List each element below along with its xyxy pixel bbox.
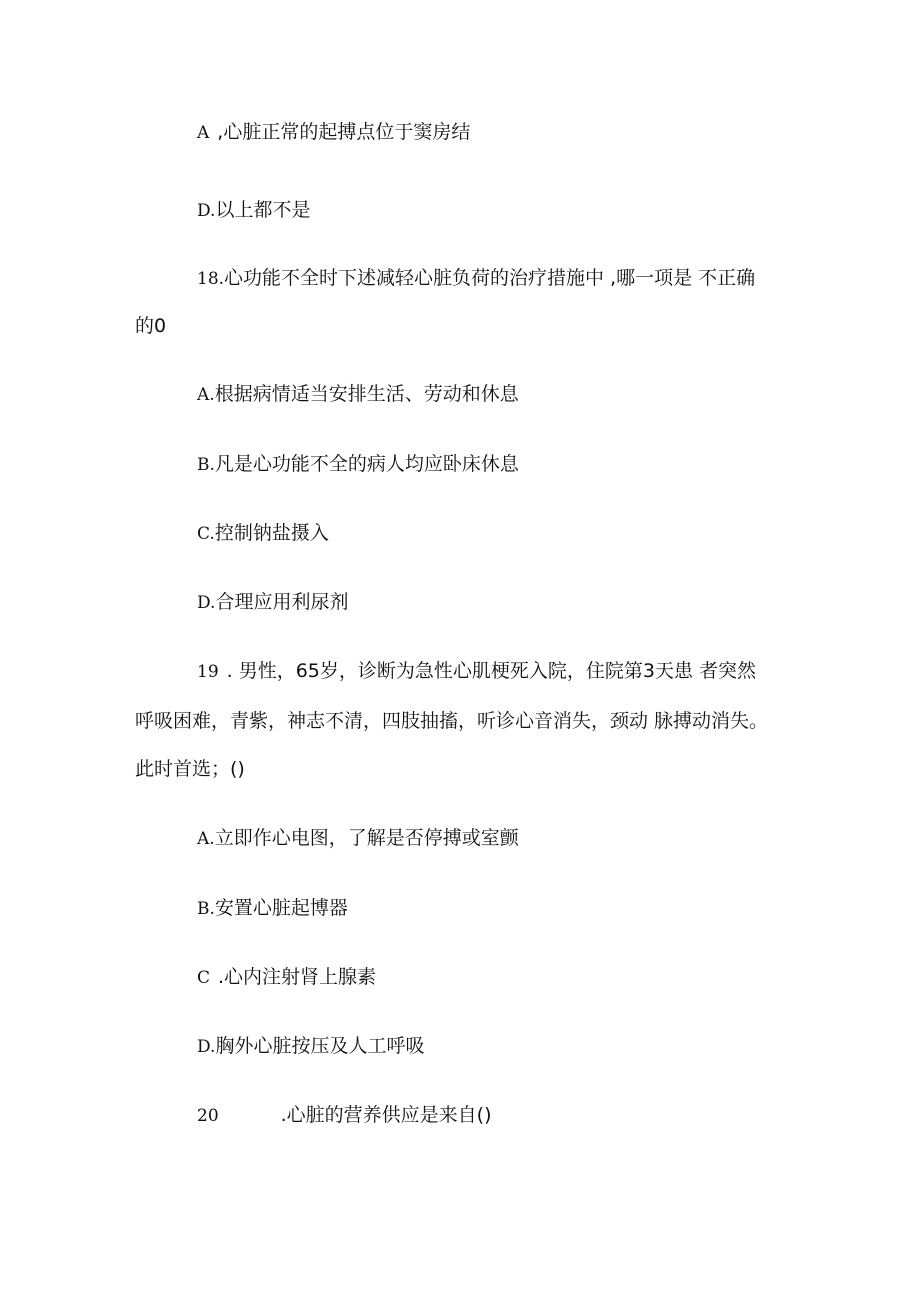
- option-d-q18: [197, 590, 348, 615]
- question-text: .心脏的营养供应是来自(): [280, 1104, 492, 1126]
- option-text: .心内注射肾上腺素: [218, 966, 377, 988]
- option-label: A.: [197, 829, 215, 849]
- option-text: 合理应用利尿剂: [215, 591, 349, 613]
- question-19-line-1: [197, 659, 756, 684]
- question-20-line-1: [197, 1103, 492, 1128]
- option-b-q18: [197, 452, 519, 477]
- option-label: B.: [197, 899, 215, 919]
- option-d-q17: [197, 198, 310, 223]
- option-a-q18: [197, 382, 519, 407]
- question-text: 的0: [135, 315, 167, 337]
- option-label: A: [197, 123, 210, 143]
- option-text: 以上都不是: [215, 199, 311, 221]
- option-text: 安置心脏起博器: [214, 897, 348, 919]
- question-text: 呼吸困难，青紫，神志不清，四肢抽搐，听诊心音消失，颈动 脉搏动消失。: [135, 710, 769, 732]
- option-d-q19: [197, 1034, 424, 1059]
- option-label: D.: [197, 593, 216, 613]
- option-a-q19: [197, 826, 519, 851]
- question-19-line-3: [135, 757, 245, 781]
- question-19-line-2: [135, 709, 768, 733]
- option-label: D.: [197, 1037, 216, 1057]
- option-c-q18: [197, 521, 329, 546]
- question-number: 18.: [197, 269, 225, 289]
- option-text: 立即作心电图，了解是否停搏或室颤: [214, 827, 519, 849]
- question-18-line-1: [197, 266, 755, 291]
- option-text: ,心脏正常的起搏点位于窦房结: [217, 121, 471, 143]
- option-label: C: [197, 968, 211, 988]
- question-number: 19: [197, 662, 219, 682]
- option-text: 根据病情适当安排生活、劳动和休息: [214, 383, 519, 405]
- option-text: 胸外心脏按压及人工呼吸: [215, 1035, 425, 1057]
- question-text: 此时首选；(): [135, 758, 245, 780]
- question-text: 心功能不全时下述减轻心脏负荷的治疗措施中 ,哪一项是 不正确: [224, 267, 756, 289]
- question-number: 20: [197, 1106, 219, 1126]
- option-label: D.: [197, 201, 216, 221]
- option-label: A.: [197, 385, 215, 405]
- option-label: C.: [197, 524, 215, 544]
- option-b-q19: [197, 896, 348, 921]
- question-18-line-2: [135, 314, 166, 338]
- question-text: . 男性，65岁，诊断为急性心肌梗死入院，住院第3天患 者突然: [226, 660, 757, 682]
- option-label: B.: [197, 455, 215, 475]
- option-text: 控制钠盐摄入: [214, 522, 329, 544]
- option-text: 凡是心功能不全的病人均应卧床休息: [214, 453, 519, 475]
- option-c-q19: [197, 965, 376, 990]
- option-a-q17: [197, 120, 470, 145]
